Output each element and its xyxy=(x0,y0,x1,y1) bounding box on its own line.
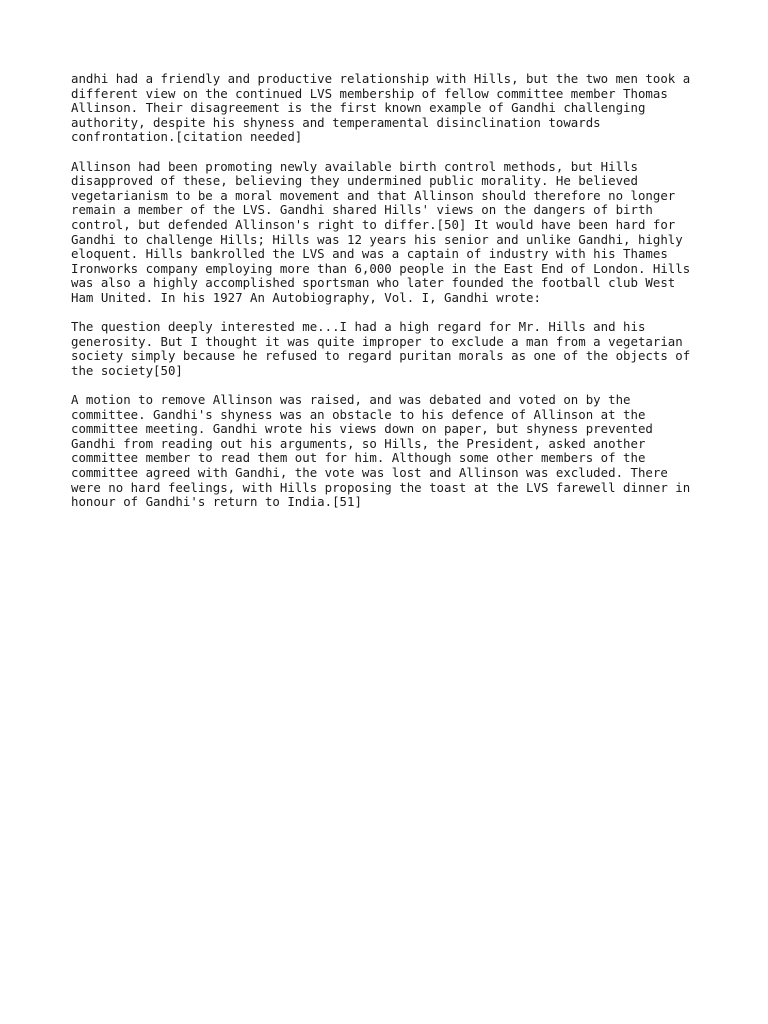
document-body xyxy=(71,72,711,524)
paragraph-motion-vote: A motion to remove Allinson was raised, and was debated and voted on by the committee. Gandhi's shyness was an obstacle to his defence of Allinson at the committee meeting. Gandhi wrote his views down on paper, but shyness prevented Gandhi from reading out his arguments, so Hills, the President, asked another committee member to read them out for him. Although some other members of the committee agreed with Gandhi, the vote was lost and Allinson was excluded. There were no hard feelings, with Hills proposing the toast at the LVS farewell dinner in honour of Gandhi's return to India.[51] xyxy=(71,392,691,510)
paragraph-birth-control-dispute: Allinson had been promoting newly available birth control methods, but Hills disapproved of these, believing they undermined public morality. He believed vegetarianism to be a moral movement and that Allinson should therefore no longer remain a member of the LVS. Gandhi shared Hills' views on the dangers of birth control, but defended Allinson's right to differ.[50] It would have been hard for Gandhi to challenge Hills; Hills was 12 years his senior and unlike Gandhi, highly eloquent. Hills bankrolled the LVS and was a captain of industry with his Thames Ironworks company employing more than 6,000 people in the East End of London. Hills was also a highly accomplished sportsman who later founded the football club West Ham United. In his 1927 An Autobiography, Vol. I, Gandhi wrote: xyxy=(71,158,691,305)
paragraph-gandhi-hills-relationship: andhi had a friendly and productive relationship with Hills, but the two men took a different view on the continued LVS membership of fellow committee member Thomas Allinson. Their disagreement is the first known example of Gandhi challenging authority, despite his shyness and temperamental disinclination towards confrontation.[citation needed] xyxy=(71,71,691,145)
paragraph-autobiography-quote: The question deeply interested me...I had a high regard for Mr. Hills and his generosity. But I thought it was quite improper to exclude a man from a vegetarian society simply because he refused to regard puritan morals as one of the objects of the society[50] xyxy=(71,319,691,378)
